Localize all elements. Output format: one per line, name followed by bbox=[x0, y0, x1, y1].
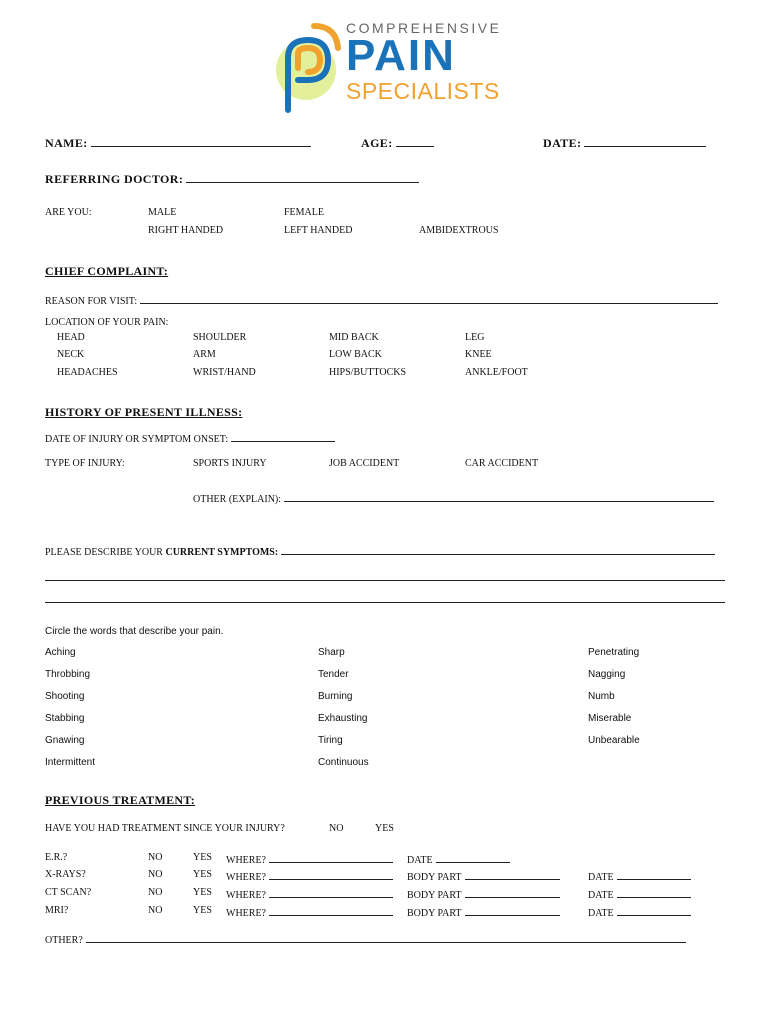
xrays-body-part-field[interactable] bbox=[407, 869, 560, 883]
body-part-label: BODY PART bbox=[407, 908, 462, 919]
other-treatment-field[interactable] bbox=[45, 932, 686, 946]
onset-field[interactable] bbox=[45, 431, 335, 445]
pain-word[interactable]: Intermittent bbox=[45, 757, 96, 768]
option-right-handed[interactable]: RIGHT HANDED bbox=[148, 225, 224, 236]
location-headaches[interactable]: HEADACHES bbox=[57, 367, 118, 378]
location-hips-buttocks[interactable]: HIPS/BUTTOCKS bbox=[329, 367, 407, 378]
treatment-question: HAVE YOU HAD TREATMENT SINCE YOUR INJURY? bbox=[45, 823, 285, 834]
location-wrist-hand[interactable]: WRIST/HAND bbox=[193, 367, 256, 378]
body-part-label: BODY PART bbox=[407, 872, 462, 883]
ct-where-field[interactable] bbox=[226, 887, 393, 901]
mri-yes[interactable]: YES bbox=[193, 905, 212, 916]
pain-word[interactable]: Throbbing bbox=[45, 669, 91, 680]
pain-word[interactable]: Aching bbox=[45, 647, 76, 658]
treatment-yes[interactable]: YES bbox=[375, 823, 394, 834]
treatment-title: PREVIOUS TREATMENT: bbox=[45, 793, 196, 807]
pain-word[interactable]: Unbearable bbox=[588, 735, 640, 746]
where-label: WHERE? bbox=[226, 908, 266, 919]
date-label: DATE bbox=[588, 890, 614, 901]
name-label: NAME: bbox=[45, 136, 88, 150]
date-label: DATE bbox=[588, 908, 614, 919]
are-you-label: ARE YOU: bbox=[45, 207, 92, 218]
er-label: E.R.? bbox=[45, 852, 68, 863]
logo-line3: SPECIALISTS bbox=[346, 78, 500, 104]
er-where-field[interactable] bbox=[226, 852, 393, 866]
ct-yes[interactable]: YES bbox=[193, 887, 212, 898]
ct-no[interactable]: NO bbox=[148, 887, 163, 898]
location-shoulder[interactable]: SHOULDER bbox=[193, 332, 247, 343]
history-title: HISTORY OF PRESENT ILLNESS: bbox=[45, 405, 243, 419]
option-ambidextrous[interactable]: AMBIDEXTROUS bbox=[419, 225, 499, 236]
injury-type-label: TYPE OF INJURY: bbox=[45, 458, 125, 469]
mri-date-field[interactable] bbox=[588, 905, 691, 919]
xrays-label: X-RAYS? bbox=[45, 869, 86, 880]
er-date-field[interactable] bbox=[407, 852, 510, 866]
treatment-no[interactable]: NO bbox=[329, 823, 344, 834]
xrays-where-field[interactable] bbox=[226, 869, 393, 883]
pain-word[interactable]: Nagging bbox=[588, 669, 626, 680]
logo-mark-icon bbox=[268, 18, 348, 114]
date-label: DATE bbox=[407, 855, 433, 866]
injury-car[interactable]: CAR ACCIDENT bbox=[465, 458, 539, 469]
option-left-handed[interactable]: LEFT HANDED bbox=[284, 225, 353, 236]
reason-label: REASON FOR VISIT: bbox=[45, 296, 138, 307]
pain-word[interactable]: Shooting bbox=[45, 691, 85, 702]
onset-label: DATE OF INJURY OR SYMPTOM ONSET: bbox=[45, 434, 229, 445]
logo-line2: PAIN bbox=[346, 31, 456, 80]
symptoms-line-3[interactable] bbox=[45, 602, 725, 603]
name-field[interactable] bbox=[45, 136, 311, 151]
logo bbox=[268, 18, 508, 114]
location-leg[interactable]: LEG bbox=[465, 332, 485, 343]
other-explain-label: OTHER (EXPLAIN): bbox=[193, 494, 282, 505]
pain-word[interactable]: Tiring bbox=[318, 735, 343, 746]
reason-for-visit-field[interactable] bbox=[45, 293, 718, 307]
age-field[interactable] bbox=[361, 136, 434, 151]
symptoms-field[interactable] bbox=[45, 544, 715, 558]
xrays-no[interactable]: NO bbox=[148, 869, 163, 880]
pain-word[interactable]: Miserable bbox=[588, 713, 632, 724]
pain-word[interactable]: Tender bbox=[318, 669, 349, 680]
referring-label: REFERRING DOCTOR: bbox=[45, 172, 184, 186]
other-explain-field[interactable] bbox=[193, 491, 714, 505]
xrays-yes[interactable]: YES bbox=[193, 869, 212, 880]
pain-word[interactable]: Numb bbox=[588, 691, 615, 702]
symptoms-line-2[interactable] bbox=[45, 580, 725, 581]
referring-doctor-field[interactable] bbox=[45, 172, 419, 187]
where-label: WHERE? bbox=[226, 872, 266, 883]
symptoms-prefix: PLEASE DESCRIBE YOUR bbox=[45, 547, 163, 558]
ct-date-field[interactable] bbox=[588, 887, 691, 901]
where-label: WHERE? bbox=[226, 855, 266, 866]
ct-body-part-field[interactable] bbox=[407, 887, 560, 901]
pain-word[interactable]: Burning bbox=[318, 691, 353, 702]
chief-complaint-title: CHIEF COMPLAINT: bbox=[45, 264, 169, 278]
mri-no[interactable]: NO bbox=[148, 905, 163, 916]
date-field[interactable] bbox=[543, 136, 706, 151]
symptoms-bold: CURRENT SYMPTOMS: bbox=[165, 547, 279, 558]
body-part-label: BODY PART bbox=[407, 890, 462, 901]
date-label: DATE bbox=[588, 872, 614, 883]
date-label: DATE: bbox=[543, 136, 582, 150]
pain-instruction: Circle the words that describe your pain. bbox=[45, 626, 224, 637]
logo-line1: COMPREHENSIVE bbox=[346, 20, 502, 36]
age-label: AGE: bbox=[361, 136, 393, 150]
pain-word[interactable]: Gnawing bbox=[45, 735, 85, 746]
xrays-date-field[interactable] bbox=[588, 869, 691, 883]
location-mid-back[interactable]: MID BACK bbox=[329, 332, 379, 343]
location-ankle-foot[interactable]: ANKLE/FOOT bbox=[465, 367, 528, 378]
er-no[interactable]: NO bbox=[148, 852, 163, 863]
pain-word[interactable]: Stabbing bbox=[45, 713, 85, 724]
pain-word[interactable]: Continuous bbox=[318, 757, 369, 768]
injury-sports[interactable]: SPORTS INJURY bbox=[193, 458, 267, 469]
option-male[interactable]: MALE bbox=[148, 207, 177, 218]
location-knee[interactable]: KNEE bbox=[465, 349, 492, 360]
location-label: LOCATION OF YOUR PAIN: bbox=[45, 317, 169, 328]
pain-word[interactable]: Penetrating bbox=[588, 647, 640, 658]
pain-word[interactable]: Exhausting bbox=[318, 713, 368, 724]
location-neck[interactable]: NECK bbox=[57, 349, 85, 360]
mri-where-field[interactable] bbox=[226, 905, 393, 919]
location-head[interactable]: HEAD bbox=[57, 332, 85, 343]
option-female[interactable]: FEMALE bbox=[284, 207, 324, 218]
mri-body-part-field[interactable] bbox=[407, 905, 560, 919]
pain-word[interactable]: Sharp bbox=[318, 647, 345, 658]
location-arm[interactable]: ARM bbox=[193, 349, 216, 360]
injury-job[interactable]: JOB ACCIDENT bbox=[329, 458, 400, 469]
other-treatment-label: OTHER? bbox=[45, 935, 83, 946]
mri-label: MRI? bbox=[45, 905, 69, 916]
er-yes[interactable]: YES bbox=[193, 852, 212, 863]
where-label: WHERE? bbox=[226, 890, 266, 901]
location-low-back[interactable]: LOW BACK bbox=[329, 349, 382, 360]
ct-label: CT SCAN? bbox=[45, 887, 92, 898]
